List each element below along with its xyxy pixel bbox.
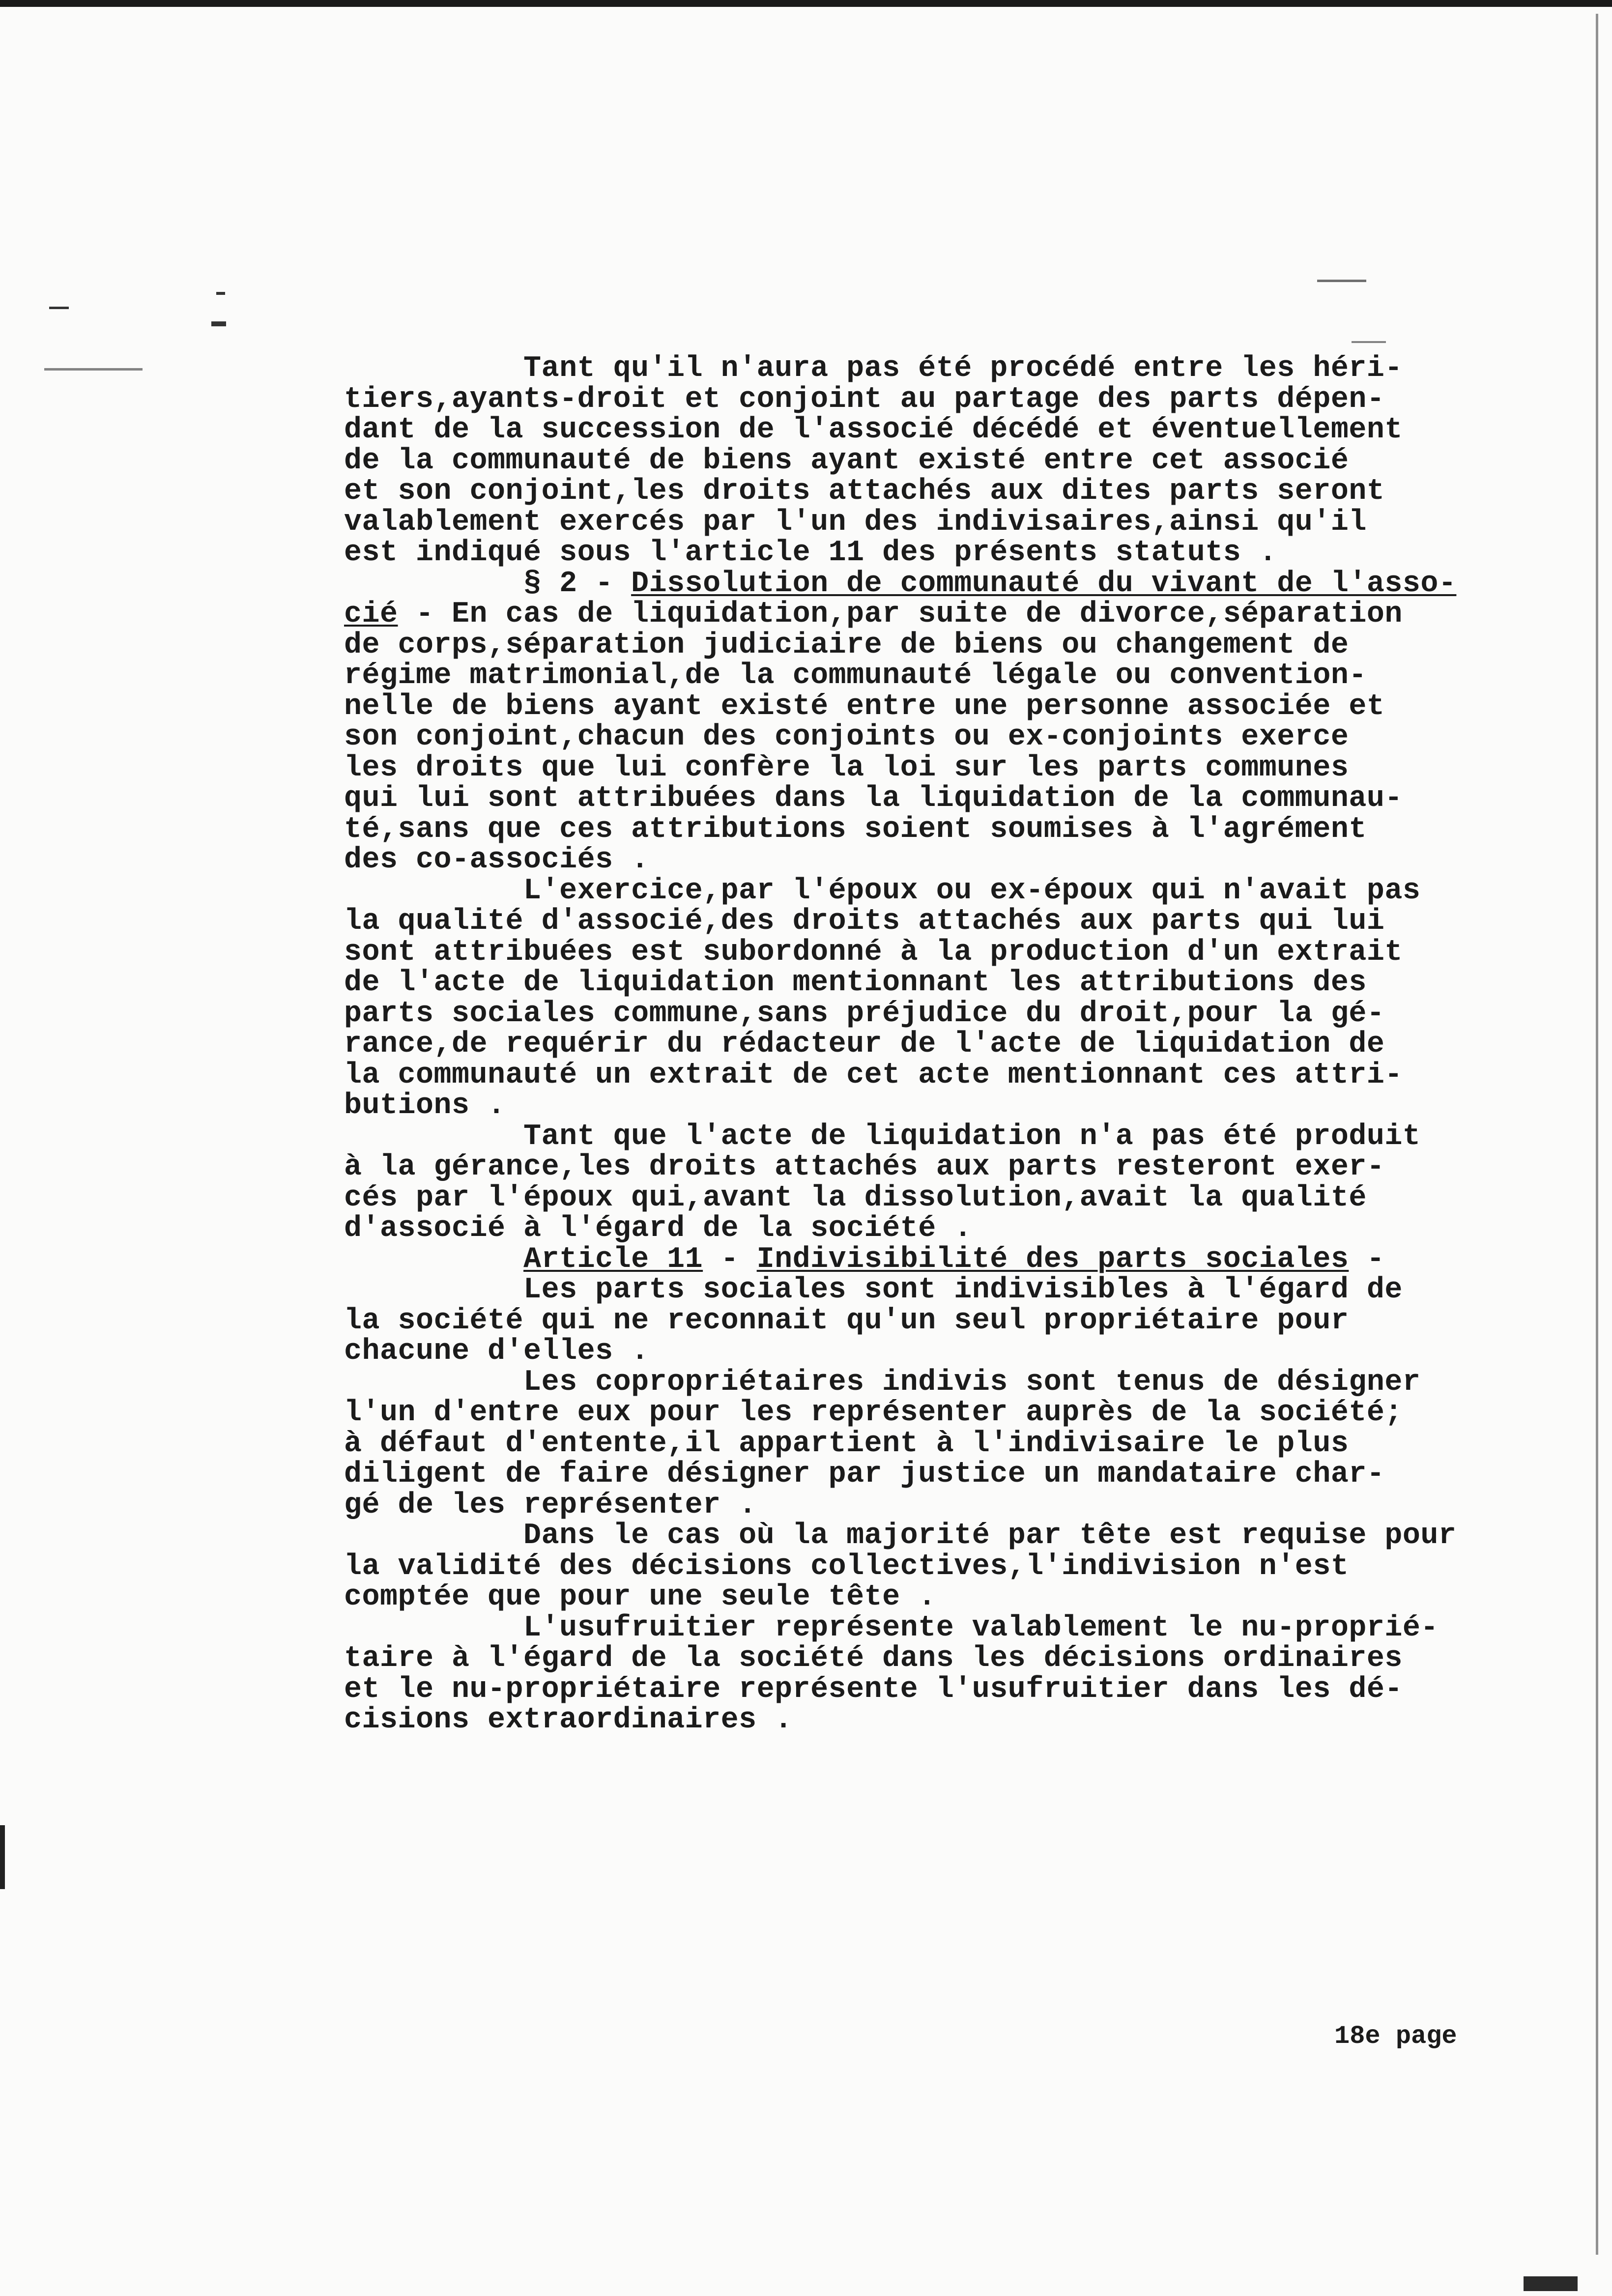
text-line: est indiqué sous l'article 11 des présents statuts . [344, 536, 1277, 570]
text-line: dant de la succession de l'associé décédé et éventuellement [344, 413, 1403, 447]
text-line: régime matrimonial,de la communauté légale ou convention- [344, 659, 1367, 692]
text-line: des co-associés . [344, 843, 649, 877]
margin-speck [1352, 341, 1386, 343]
left-margin-mark [0, 1825, 5, 1889]
text-line: et le nu-propriétaire représente l'usufruitier dans les dé- [344, 1672, 1403, 1706]
text-line: comptée que pour une seule tête . [344, 1580, 936, 1614]
text-line: la qualité d'associé,des droits attachés aux parts qui lui [344, 905, 1385, 938]
text-line: taire à l'égard de la société dans les décisions ordinaires [344, 1642, 1403, 1675]
text-line: les droits que lui confère la loi sur les parts communes [344, 751, 1349, 785]
text-line: Les copropriétaires indivis sont tenus de désigner [344, 1365, 1421, 1399]
text-line: L'exercice,par l'époux ou ex-époux qui n'avait pas [344, 874, 1421, 908]
margin-speck [44, 368, 143, 371]
article-dash: - [1349, 1242, 1385, 1276]
text-line: la validité des décisions collectives,l'indivision n'est [344, 1550, 1349, 1583]
text-line: d'associé à l'égard de la société . [344, 1212, 972, 1245]
text-line: l'un d'entre eux pour les représenter auprès de la société; [344, 1396, 1403, 1430]
text-line: Tant que l'acte de liquidation n'a pas été produit [344, 1119, 1421, 1153]
section-title: Dissolution de communauté du vivant de l'asso- [631, 567, 1457, 601]
margin-speck [49, 307, 69, 309]
section-number: § 2 - [344, 567, 632, 601]
text-line-rest: - En cas de liquidation,par suite de divorce,séparation [398, 598, 1403, 631]
text-line: Tant qu'il n'aura pas été procédé entre les héri- [344, 352, 1403, 385]
indent [344, 1243, 523, 1276]
text-line: rance,de requérir du rédacteur de l'acte de liquidation de [344, 1028, 1385, 1061]
section-heading-line [344, 569, 1533, 600]
text-line: parts sociales commune,sans préjudice du droit,pour la gé- [344, 997, 1385, 1031]
text-line: de l'acte de liquidation mentionnant les attributions des [344, 966, 1367, 1000]
text-line: sont attribuées est subordonné à la production d'un extrait [344, 935, 1403, 969]
text-line: butions . [344, 1089, 506, 1122]
text-line: Dans le cas où la majorité par tête est requise pour [344, 1519, 1457, 1552]
article-heading-line [344, 1244, 1533, 1275]
text-line: té,sans que ces attributions soient soumises à l'agrément [344, 812, 1367, 846]
text-line: cisions extraordinaires . [344, 1703, 793, 1737]
text-line: L'usufruitier représente valablement le nu-proprié- [344, 1611, 1439, 1645]
section-heading-line [344, 599, 1533, 630]
text-line: à la gérance,les droits attachés aux parts resteront exer- [344, 1150, 1385, 1184]
text-line: à défaut d'entente,il appartient à l'indivisaire le plus [344, 1427, 1349, 1461]
margin-speck [216, 292, 225, 295]
section-title-cont: cié [344, 598, 398, 631]
text-line: nelle de biens ayant existé entre une personne associée et [344, 689, 1385, 723]
text-line: et son conjoint,les droits attachés aux dites parts seront [344, 475, 1385, 508]
margin-speck [211, 321, 226, 326]
text-line: de corps,séparation judiciaire de biens ou changement de [344, 628, 1349, 662]
article-separator: - [703, 1242, 757, 1276]
text-line: qui lui sont attribuées dans la liquidation de la communau- [344, 782, 1403, 815]
page-number: 18e page [1334, 2022, 1457, 2051]
text-line: gé de les représenter . [344, 1488, 757, 1522]
text-line: la communauté un extrait de cet acte mentionnant ces attri- [344, 1058, 1403, 1092]
bottom-corner-mark [1524, 2276, 1578, 2291]
text-line: valablement exercés par l'un des indivisaires,ainsi qu'il [344, 505, 1367, 539]
text-line: cés par l'époux qui,avant la dissolution,avait la qualité [344, 1181, 1367, 1215]
text-line: chacune d'elles . [344, 1335, 649, 1368]
article-number: Article 11 [523, 1242, 703, 1276]
article-title: Indivisibilité des parts sociales [756, 1242, 1349, 1276]
body-text [344, 353, 1533, 1736]
page-right-edge [1596, 14, 1598, 2255]
text-line: son conjoint,chacun des conjoints ou ex-conjoints exerce [344, 720, 1349, 754]
text-line: de la communauté de biens ayant existé entre cet associé [344, 444, 1349, 478]
text-line: Les parts sociales sont indivisibles à l'égard de [344, 1273, 1403, 1307]
text-line: diligent de faire désigner par justice un mandataire char- [344, 1458, 1385, 1491]
text-line: la société qui ne reconnait qu'un seul propriétaire pour [344, 1304, 1349, 1338]
text-line: tiers,ayants-droit et conjoint au partage des parts dépen- [344, 382, 1385, 416]
margin-speck [1317, 280, 1366, 282]
